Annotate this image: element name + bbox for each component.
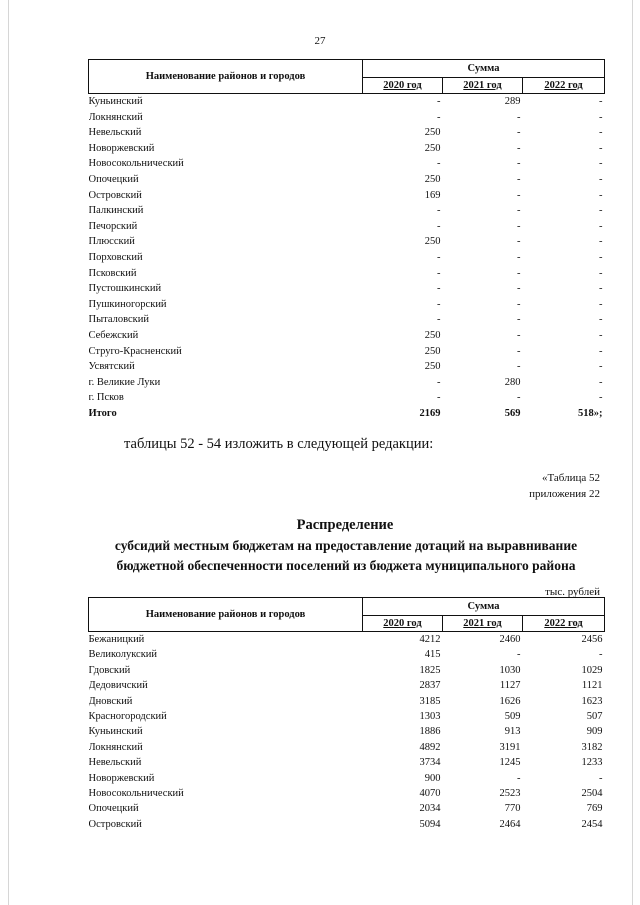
column-header-2021: 2021 год	[443, 77, 523, 93]
table-row	[89, 281, 605, 297]
value-2020: 2034	[419, 803, 441, 815]
row-name: Куньинский	[88, 96, 143, 107]
value-2022: 518»;	[578, 407, 603, 419]
value-2021: -	[517, 772, 521, 784]
value-2022: -	[599, 345, 603, 357]
value-2021: -	[517, 329, 521, 341]
value-2021: 2460	[499, 634, 521, 645]
value-2022: -	[599, 236, 603, 248]
value-2022: 769	[586, 803, 603, 815]
value-2022: 1029	[581, 664, 603, 676]
value-2022: -	[599, 772, 603, 784]
value-2020: 250	[424, 142, 441, 154]
row-name: Великолукский	[88, 649, 158, 661]
value-2020: -	[437, 251, 441, 263]
table-row	[89, 110, 605, 126]
value-2022: -	[599, 649, 603, 661]
row-name: Дновский	[88, 695, 133, 707]
row-name: Новосокольнический	[88, 158, 184, 170]
row-name: Итого	[88, 407, 117, 419]
value-2020: 2169	[419, 407, 441, 419]
value-2022: 2504	[581, 788, 603, 800]
table-row	[89, 375, 605, 391]
table-row	[89, 172, 605, 188]
value-2021: -	[517, 158, 521, 170]
row-name: Красногородский	[88, 711, 167, 723]
table-row	[89, 359, 605, 375]
value-2021: -	[517, 111, 521, 123]
value-2020: -	[437, 220, 441, 232]
row-name: Островский	[88, 189, 142, 201]
table-row	[89, 219, 605, 235]
table-row	[89, 141, 605, 157]
value-2021: 1127	[499, 680, 521, 692]
row-name: Пыталовский	[88, 314, 149, 326]
table-row	[89, 203, 605, 219]
value-2021: -	[517, 220, 521, 232]
value-2021: -	[517, 236, 521, 248]
value-2020: 169	[424, 189, 441, 201]
column-header-sum: Сумма	[363, 60, 605, 78]
table-row	[89, 250, 605, 266]
value-2020: 3185	[419, 695, 441, 707]
row-name: Усвятский	[88, 361, 135, 373]
value-2022: -	[599, 283, 603, 295]
value-2021: -	[517, 361, 521, 373]
table-row	[89, 156, 605, 172]
table-row	[89, 328, 605, 344]
table-row	[89, 678, 605, 693]
distribution-title: Распределение	[296, 517, 394, 533]
value-2021: -	[517, 283, 521, 295]
value-2022: -	[599, 96, 603, 107]
table-row	[89, 740, 605, 755]
value-2022: -	[599, 329, 603, 341]
table-1	[88, 59, 605, 421]
value-2021: 913	[504, 726, 521, 738]
value-2021: 569	[504, 407, 521, 419]
table-row	[89, 817, 605, 832]
value-2022: 3182	[581, 741, 603, 753]
row-name: Палкинский	[88, 205, 144, 217]
distribution-subtitle: субсидий местным бюджетам на предоставление дотаций на выравнивание бюджетной обеспеченности поселений из бюджета муниципального района	[114, 538, 578, 573]
column-header-2020: 2020 год	[363, 615, 443, 631]
value-2022: -	[599, 267, 603, 279]
table-row	[89, 647, 605, 662]
row-name: Плюсский	[88, 236, 135, 248]
value-2020: -	[437, 158, 441, 170]
row-name: Печорский	[88, 220, 138, 232]
row-name: Гдовский	[88, 664, 131, 676]
value-2022: -	[599, 314, 603, 326]
table-row	[89, 755, 605, 770]
value-2021: -	[517, 314, 521, 326]
column-header-sum: Сумма	[363, 598, 605, 616]
value-2022: -	[599, 127, 603, 139]
value-2020: 250	[424, 127, 441, 139]
table-row	[89, 266, 605, 282]
row-name: Порховский	[88, 251, 143, 263]
row-name: Пушкиногорский	[88, 298, 167, 310]
value-2022: -	[599, 189, 603, 201]
value-2022: -	[599, 376, 603, 388]
table-row	[89, 709, 605, 724]
value-2022: 1121	[581, 680, 603, 692]
column-header-name: Наименование районов и городов	[89, 60, 363, 94]
column-header-2021: 2021 год	[443, 615, 523, 631]
row-name: Невельский	[88, 757, 142, 769]
table-2	[88, 597, 605, 832]
value-2022: -	[599, 251, 603, 263]
table-1-body	[89, 94, 605, 422]
instruction-text: таблицы 52 - 54 изложить в следующей редакции:	[124, 436, 434, 452]
table-row	[89, 188, 605, 204]
value-2021: -	[517, 251, 521, 263]
row-name: г. Великие Луки	[88, 376, 161, 388]
row-name: Островский	[88, 818, 142, 830]
table-row	[89, 297, 605, 313]
row-name: Псковский	[88, 267, 137, 279]
row-name: Бежаницкий	[88, 634, 145, 645]
row-name: Дедовичский	[88, 680, 148, 692]
value-2021: 1626	[499, 695, 521, 707]
value-2021: 2523	[499, 788, 521, 800]
table-row	[89, 234, 605, 250]
table-row	[89, 771, 605, 786]
value-2020: 415	[424, 649, 441, 661]
value-2020: 900	[424, 772, 441, 784]
units-label: тыс. рублей	[545, 586, 600, 598]
row-name: Новосокольнический	[88, 788, 184, 800]
page-number: 27	[314, 35, 326, 47]
row-name: Себежский	[88, 329, 139, 341]
value-2022: -	[599, 361, 603, 373]
value-2022: 2454	[581, 818, 603, 830]
row-name: Локнянский	[88, 111, 143, 123]
table-row	[89, 390, 605, 406]
table-reference-line: «Таблица 52	[541, 472, 600, 484]
value-2020: -	[437, 96, 441, 107]
scan-edge-left	[8, 0, 9, 905]
value-2021: 1030	[499, 664, 521, 676]
table-row	[89, 632, 605, 648]
value-2020: -	[437, 392, 441, 404]
table-reference	[529, 470, 600, 502]
table-total-row	[89, 406, 605, 422]
value-2020: -	[437, 205, 441, 217]
value-2021: -	[517, 127, 521, 139]
value-2021: -	[517, 298, 521, 310]
row-name: Невельский	[88, 127, 142, 139]
value-2022: -	[599, 142, 603, 154]
table-row	[89, 786, 605, 801]
column-header-name: Наименование районов и городов	[89, 598, 363, 632]
value-2020: 250	[424, 361, 441, 373]
row-name: Куньинский	[88, 726, 143, 738]
value-2020: 1303	[419, 711, 441, 723]
column-header-2020: 2020 год	[363, 77, 443, 93]
value-2021: -	[517, 392, 521, 404]
value-2021: -	[517, 189, 521, 201]
value-2022: -	[599, 392, 603, 404]
row-name: Новоржевский	[88, 772, 155, 784]
value-2020: -	[437, 267, 441, 279]
value-2020: 250	[424, 236, 441, 248]
value-2021: 1245	[499, 757, 521, 769]
value-2020: 250	[424, 173, 441, 185]
value-2020: 250	[424, 345, 441, 357]
value-2022: -	[599, 158, 603, 170]
table-reference-line: приложения 22	[529, 488, 600, 500]
value-2022: -	[599, 173, 603, 185]
value-2022: 1623	[581, 695, 603, 707]
value-2020: 3734	[419, 757, 441, 769]
value-2022: 2456	[581, 634, 603, 645]
scan-edge-right	[632, 0, 633, 905]
value-2020: 4070	[419, 788, 441, 800]
value-2020: 4212	[419, 634, 441, 645]
value-2021: -	[517, 173, 521, 185]
value-2020: 4892	[419, 741, 441, 753]
value-2022: 507	[586, 711, 603, 723]
column-header-2022: 2022 год	[523, 77, 605, 93]
table-row	[89, 801, 605, 816]
value-2021: -	[517, 205, 521, 217]
value-2021: -	[517, 142, 521, 154]
value-2021: -	[517, 345, 521, 357]
value-2020: 250	[424, 329, 441, 341]
value-2021: -	[517, 267, 521, 279]
value-2022: -	[599, 205, 603, 217]
value-2021: 2464	[499, 818, 521, 830]
value-2020: -	[437, 111, 441, 123]
row-name: Опочецкий	[88, 803, 139, 815]
value-2021: 770	[504, 803, 521, 815]
value-2022: -	[599, 298, 603, 310]
value-2021: 509	[504, 711, 521, 723]
value-2020: 5094	[419, 818, 441, 830]
value-2020: 2837	[419, 680, 441, 692]
row-name: Новоржевский	[88, 142, 155, 154]
value-2020: 1886	[419, 726, 441, 738]
table-row	[89, 312, 605, 328]
value-2020: 1825	[419, 664, 441, 676]
value-2021: -	[517, 649, 521, 661]
row-name: г. Псков	[88, 392, 124, 404]
table-2-body	[89, 632, 605, 833]
column-header-2022: 2022 год	[523, 615, 605, 631]
table-row	[89, 724, 605, 739]
value-2022: -	[599, 220, 603, 232]
row-name: Струго-Красненский	[88, 345, 182, 357]
table-row	[89, 344, 605, 360]
row-name: Опочецкий	[88, 173, 139, 185]
value-2022: 1233	[581, 757, 603, 769]
row-name: Локнянский	[88, 741, 143, 753]
value-2020: -	[437, 314, 441, 326]
value-2020: -	[437, 376, 441, 388]
value-2021: 280	[504, 376, 521, 388]
table-row	[89, 94, 605, 110]
value-2022: -	[599, 111, 603, 123]
value-2020: -	[437, 298, 441, 310]
table-row	[89, 125, 605, 141]
value-2021: 3191	[499, 741, 521, 753]
value-2021: 289	[504, 96, 521, 107]
value-2020: -	[437, 283, 441, 295]
table-row	[89, 694, 605, 709]
value-2022: 909	[586, 726, 603, 738]
table-row	[89, 663, 605, 678]
row-name: Пустошкинский	[88, 283, 162, 295]
